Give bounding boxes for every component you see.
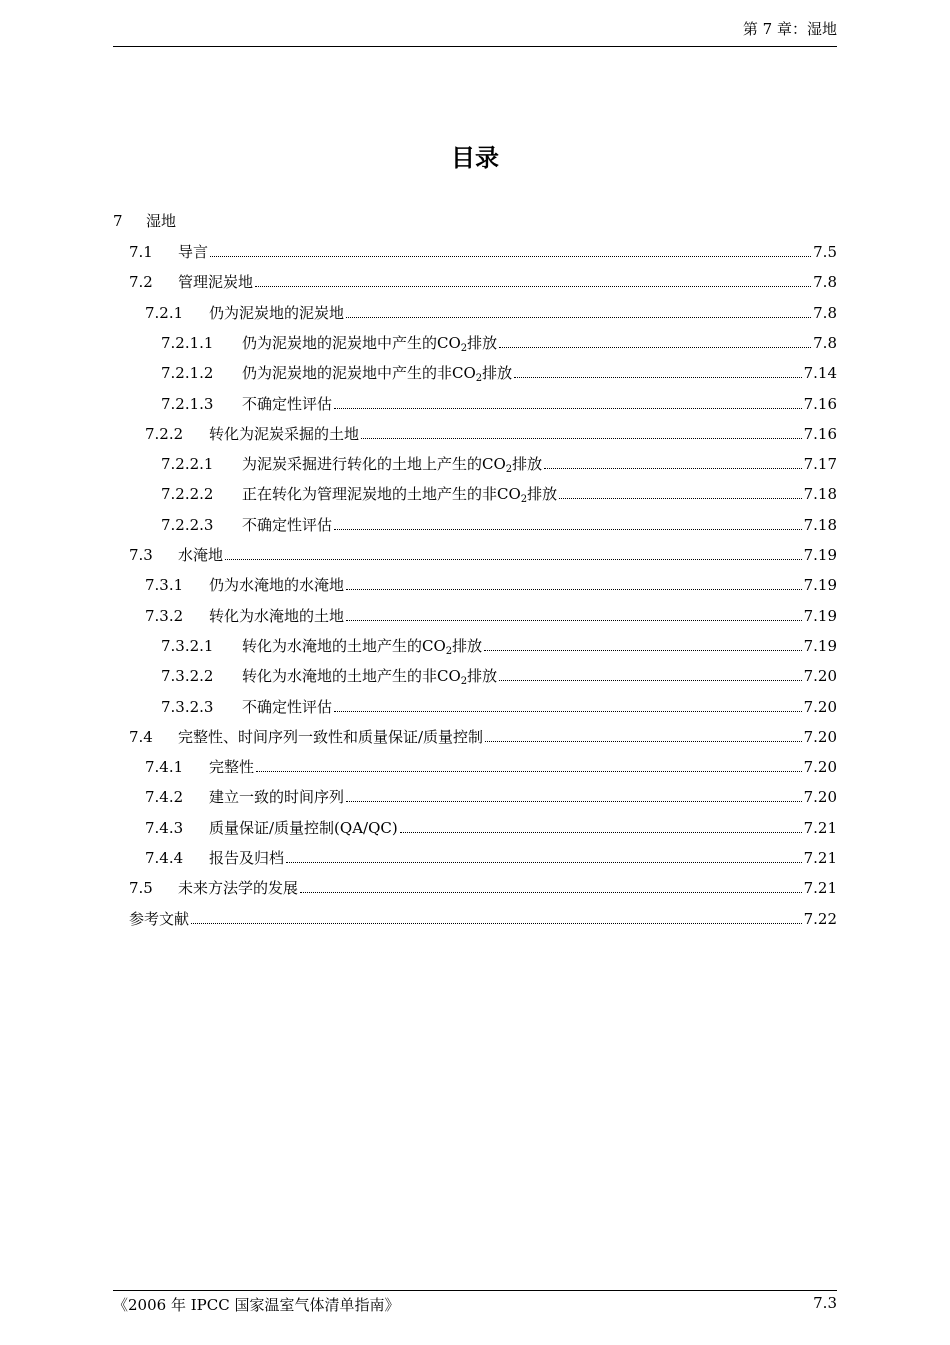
toc-entry-title-text: 仍为泥炭地的泥炭地 [209,304,345,322]
toc-entry-number: 7.3.2.1 [161,637,214,655]
toc-entry-number: 7.2.2.3 [161,516,214,534]
toc-entry-page: 7.8 [813,273,837,291]
toc-entry-number: 7.5 [129,879,153,897]
toc-entry-page: 7.16 [803,425,837,443]
toc-entry-title [178,877,298,899]
toc-entry-subscript: 2 [505,464,513,475]
toc-entry[interactable] [145,605,837,627]
toc-entry[interactable] [161,453,837,475]
toc-entry-page: 7.16 [803,395,837,413]
toc-entry-title [178,544,223,566]
toc-entry-number: 7.4.2 [145,788,184,806]
toc-dot-leader [514,377,801,378]
toc-entry-title-text: 为泥炭采掘进行转化的土地上产生的CO [242,455,506,473]
toc-entry-page: 7.8 [813,304,837,322]
toc-entry-number: 7.3.2.3 [161,698,214,716]
toc-dot-leader [210,256,811,257]
toc-entry-number: 7.4.1 [145,758,184,776]
toc-entry[interactable] [145,847,837,869]
toc-entry-title-suffix: 排放 [527,485,558,503]
toc-entry-page: 7.22 [803,910,837,928]
toc-entry-page: 7.20 [803,758,837,776]
toc-entry-number: 7.1 [129,243,153,261]
toc-entry[interactable] [145,423,837,445]
toc-dot-leader [499,680,801,681]
toc-entry[interactable] [161,514,837,536]
toc-entry-title [178,726,483,748]
toc-entry-number: 7.2.1.2 [161,364,214,382]
toc-entry-title-text: 转化为水淹地的土地 [209,607,345,625]
toc-entry-number: 7.3.2 [145,607,184,625]
toc-entry-title-text: 完整性 [209,758,255,776]
toc-entry-number: 7.2.1.1 [161,334,214,352]
toc-entry-title-suffix: 排放 [482,364,513,382]
toc-entry-title [242,453,542,475]
toc-entry-page: 7.19 [803,576,837,594]
toc-entry-title [209,574,344,596]
toc-entry-number: 7.2.2.2 [161,485,214,503]
toc-entry-number: 7.4.3 [145,819,184,837]
toc-entry-page: 7.20 [803,788,837,806]
toc-entry-page: 7.19 [803,546,837,564]
toc-entry-title [178,271,253,293]
toc-entry-number: 7.2.1 [145,304,184,322]
toc-dot-leader [544,468,801,469]
toc-entry-number: 7.2.2.1 [161,455,214,473]
toc-entry[interactable] [161,696,837,718]
toc-entry-title-suffix: 排放 [467,667,498,685]
toc-entry-title-text: 不确定性评估 [242,395,333,413]
toc-entry-title-text: 完整性、时间序列一致性和质量保证/质量控制 [178,728,484,746]
toc-entry-title [242,665,497,687]
toc-dot-leader [334,711,802,712]
toc-entry[interactable] [161,362,837,384]
toc-entry[interactable] [129,271,837,293]
toc-entry-number: 7.2 [129,273,153,291]
toc-entry-title [209,605,344,627]
toc-entry-title-text: 不确定性评估 [242,698,333,716]
toc-dot-leader [559,498,801,499]
toc-entry-title [209,847,284,869]
toc-dot-leader [484,650,801,651]
toc-entry-title-suffix: 排放 [452,637,483,655]
toc-entry-title-text: 未来方法学的发展 [178,879,299,897]
toc-entry-page: 7.17 [803,455,837,473]
toc-entry-subscript: 2 [520,494,528,505]
toc-entry-title-text: 水淹地 [178,546,224,564]
toc-dot-leader [346,620,802,621]
toc-dot-leader [300,892,802,893]
toc-entry[interactable] [129,726,837,748]
toc-entry[interactable] [129,544,837,566]
toc-entry-title-text: 仍为泥炭地的泥炭地中产生的非CO [242,364,476,382]
toc-entry-number: 7.3 [129,546,153,564]
toc-entry-title [242,635,482,657]
toc-dot-leader [400,832,802,833]
toc-entry-subscript: 2 [460,676,468,687]
toc-entry-title-text: 质量保证/质量控制(QA/QC) [209,819,398,837]
toc-entry-title-text: 转化为水淹地的土地产生的非CO [242,667,461,685]
toc-entry-page: 7.14 [803,364,837,382]
toc-entry[interactable] [161,665,837,687]
toc-entry[interactable] [145,574,837,596]
toc-entry-title-text: 仍为泥炭地的泥炭地中产生的CO [242,334,461,352]
toc-entry-title-text: 转化为水淹地的土地产生的CO [242,637,446,655]
page-title: 目录 [451,144,499,172]
footer-book-title: 《2006 年 IPCC 国家温室气体清单指南》 [113,1296,400,1314]
toc-entry[interactable] [145,786,837,808]
toc-entry[interactable] [145,756,837,778]
toc-entry-page: 7.20 [803,728,837,746]
toc-entry-title [209,817,398,839]
toc-entry-title [242,332,497,354]
toc-entry-number: 7.4 [129,728,153,746]
toc-dot-leader [225,559,802,560]
toc-entry-title-text: 正在转化为管理泥炭地的土地产生的非CO [242,485,521,503]
toc-entry-title-text: 建立一致的时间序列 [209,788,345,806]
header-chapter-title: 第 7 章：湿地 [742,20,837,38]
toc-dot-leader [346,801,802,802]
toc-entry-title [242,483,557,505]
toc-chapter-number: 7 [113,212,123,230]
toc-entry-page: 7.18 [803,485,837,503]
toc-entry-title-text: 仍为水淹地的水淹地 [209,576,345,594]
toc-entry-page: 7.19 [803,637,837,655]
toc-entry[interactable] [145,302,837,324]
toc-entry-page: 7.21 [803,849,837,867]
toc-entry-page: 7.18 [803,516,837,534]
toc-entry-subscript: 2 [445,646,453,657]
toc-dot-leader [256,771,802,772]
toc-chapter-row[interactable] [113,210,176,232]
toc-entry[interactable] [161,393,837,415]
toc-entry-title-suffix: 排放 [512,455,543,473]
toc-entry-title [242,514,332,536]
toc-entry-title [242,696,332,718]
toc-dot-leader [191,923,802,924]
toc-entry-title-text: 报告及归档 [209,849,285,867]
toc-dot-leader [334,408,802,409]
toc-entry-title-text: 参考文献 [129,910,190,928]
toc-entry-title-text: 导言 [178,243,209,261]
toc-entry-number: 7.4.4 [145,849,184,867]
toc-entry-title-text: 不确定性评估 [242,516,333,534]
toc-chapter-label: 湿地 [146,212,177,230]
toc-entry-title [209,302,344,324]
toc-entry-title [209,786,344,808]
toc-entry-title [129,908,189,930]
toc-dot-leader [346,589,802,590]
toc-entry[interactable] [129,241,837,263]
toc-dot-leader [334,529,802,530]
toc-entry-title-text: 管理泥炭地 [178,273,254,291]
toc-entry[interactable] [145,817,837,839]
toc-entry-page: 7.8 [813,334,837,352]
toc-entry[interactable] [161,483,837,505]
toc-entry-number: 7.2.2 [145,425,184,443]
toc-entry-title [209,756,254,778]
toc-entry-page: 7.20 [803,698,837,716]
toc-entry-title [242,362,512,384]
toc-entry-title-suffix: 排放 [467,334,498,352]
toc-entry-page: 7.19 [803,607,837,625]
toc-dot-leader [255,286,811,287]
toc-entry-page: 7.21 [803,879,837,897]
toc-entry-page: 7.20 [803,667,837,685]
toc-dot-leader [361,438,802,439]
toc-entry-number: 7.2.1.3 [161,395,214,413]
toc-dot-leader [286,862,802,863]
toc-dot-leader [346,317,811,318]
toc-entry-number: 7.3.2.2 [161,667,214,685]
toc-entry[interactable] [161,635,837,657]
toc-entry-number: 7.3.1 [145,576,184,594]
toc-entry[interactable] [129,908,837,930]
toc-entry-page: 7.5 [813,243,837,261]
toc-dot-leader [485,741,802,742]
toc-entry-title [209,423,359,445]
toc-entry-title [178,241,208,263]
toc-entry-title-text: 转化为泥炭采掘的土地 [209,425,360,443]
footer-page-number: 7.3 [813,1294,837,1312]
toc-entry-subscript: 2 [460,343,468,354]
page-footer [113,1290,837,1314]
toc-entry[interactable] [129,877,837,899]
toc-dot-leader [499,347,811,348]
toc-entry-subscript: 2 [475,373,483,384]
toc-entry-page: 7.21 [803,819,837,837]
toc-entry-title [242,393,332,415]
toc-entry[interactable] [161,332,837,354]
